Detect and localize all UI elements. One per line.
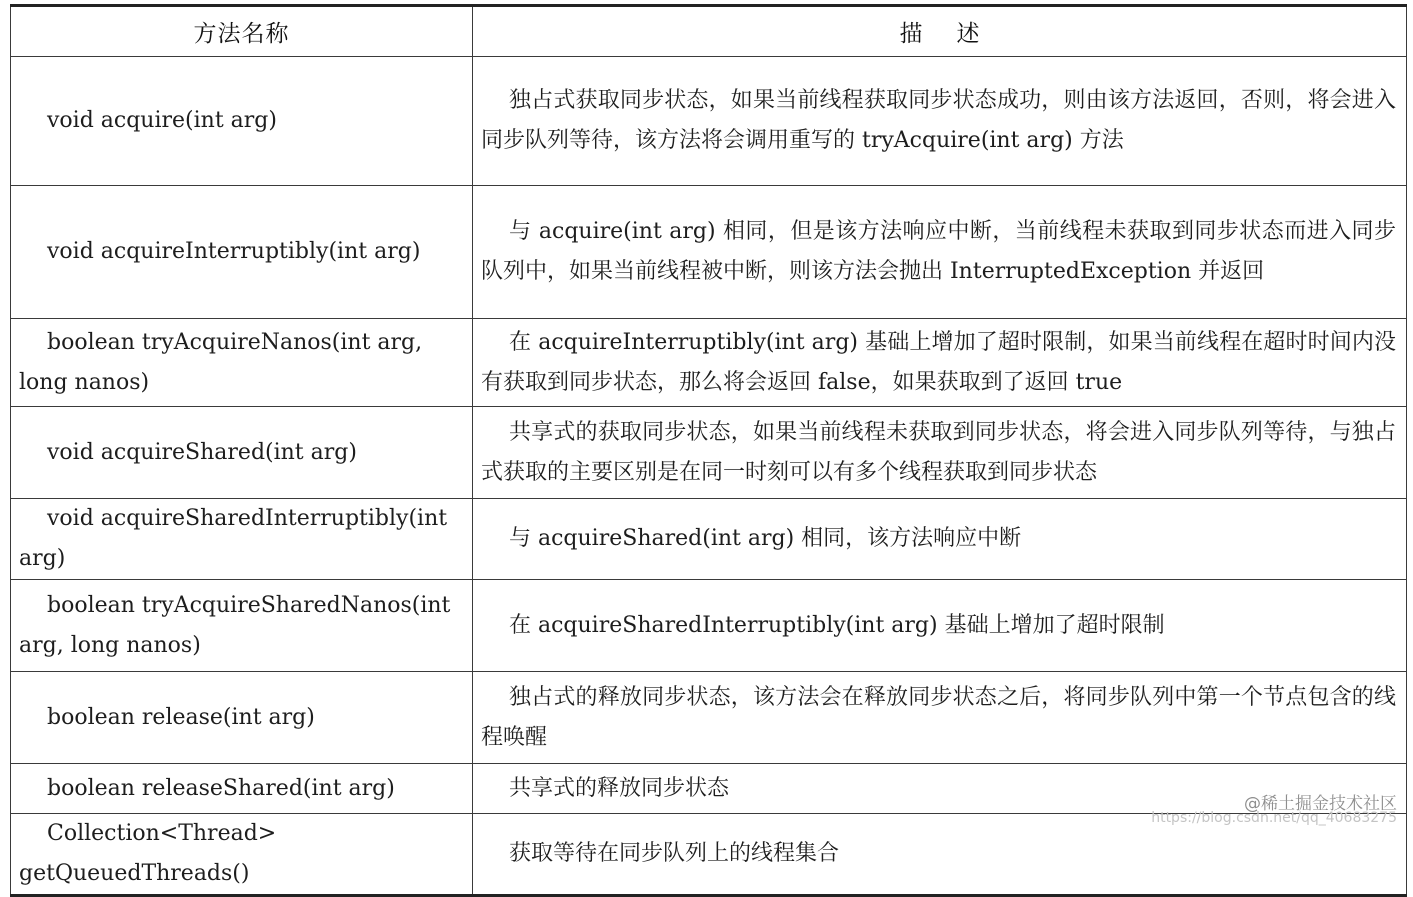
table-row [11, 499, 1407, 580]
method-cell [11, 814, 473, 896]
description-cell [473, 407, 1407, 499]
method-description: 在 acquireSharedInterruptibly(int arg) 基础上增加了超时限制 [509, 612, 1165, 638]
method-description: 共享式的获取同步状态，如果当前线程未获取到同步状态，将会进入同步队列等待，与独占式获取的主要区别是在同一时刻可以有多个线程获取到同步状态 [481, 419, 1396, 485]
method-cell [11, 186, 473, 319]
method-description: 独占式获取同步状态，如果当前线程获取同步状态成功，则由该方法返回，否则，将会进入同步队列等待，该方法将会调用重写的 tryAcquire(int arg) 方法 [481, 88, 1396, 153]
method-description: 独占式的释放同步状态，该方法会在释放同步状态之后，将同步队列中第一个节点包含的线程唤醒 [481, 684, 1396, 750]
table-row [11, 407, 1407, 499]
method-name-header: 方法名称 [11, 6, 473, 57]
table-row [11, 580, 1407, 672]
method-cell [11, 319, 473, 407]
watermark-community-label: @稀土掘金技术社区 [1244, 794, 1397, 814]
table-row [11, 319, 1407, 407]
method-signature: void acquireInterruptibly(int arg) [47, 239, 421, 264]
method-signature: void acquireSharedInterruptibly(int arg) [19, 506, 448, 571]
method-signature: boolean releaseShared(int arg) [47, 775, 395, 801]
method-signature: boolean tryAcquireNanos(int arg, long nanos) [19, 329, 423, 395]
watermark-url: https://blog.csdn.net/qq_40683275 [1151, 810, 1397, 826]
table-row [11, 672, 1407, 764]
aqs-methods-table [10, 4, 1407, 897]
table-header-row [11, 6, 1407, 57]
method-cell [11, 672, 473, 764]
method-description: 在 acquireInterruptibly(int arg) 基础上增加了超时限制，如果当前线程在超时时间内没有获取到同步状态，那么将会返回 false，如果获取到了返回 true [481, 329, 1396, 395]
method-description: 获取等待在同步队列上的线程集合 [509, 841, 840, 866]
method-signature: boolean release(int arg) [47, 704, 315, 730]
table-row [11, 186, 1407, 319]
description-cell [473, 57, 1407, 186]
description-cell [473, 580, 1407, 672]
method-signature: void acquire(int arg) [47, 108, 277, 133]
method-cell [11, 580, 473, 672]
description-header: 描述 [473, 6, 1407, 57]
description-cell [473, 319, 1407, 407]
method-cell [11, 407, 473, 499]
method-cell [11, 764, 473, 814]
method-description: 与 acquireShared(int arg) 相同，该方法响应中断 [509, 526, 1022, 551]
description-cell [473, 499, 1407, 580]
method-signature: void acquireShared(int arg) [47, 439, 357, 465]
watermark [1151, 789, 1397, 826]
table-row [11, 57, 1407, 186]
method-cell [11, 499, 473, 580]
aqs-methods-table-wrapper [10, 4, 1406, 897]
method-signature: boolean tryAcquireSharedNanos(int arg, long nanos) [19, 592, 451, 658]
method-signature: Collection<Thread> getQueuedThreads() [19, 821, 277, 886]
description-cell [473, 672, 1407, 764]
description-cell [473, 186, 1407, 319]
method-description: 与 acquire(int arg) 相同，但是该方法响应中断，当前线程未获取到同步状态而进入同步队列中，如果当前线程被中断，则该方法会抛出 InterruptedException 并返回 [481, 219, 1396, 284]
method-description: 共享式的释放同步状态 [509, 775, 730, 801]
method-cell [11, 57, 473, 186]
